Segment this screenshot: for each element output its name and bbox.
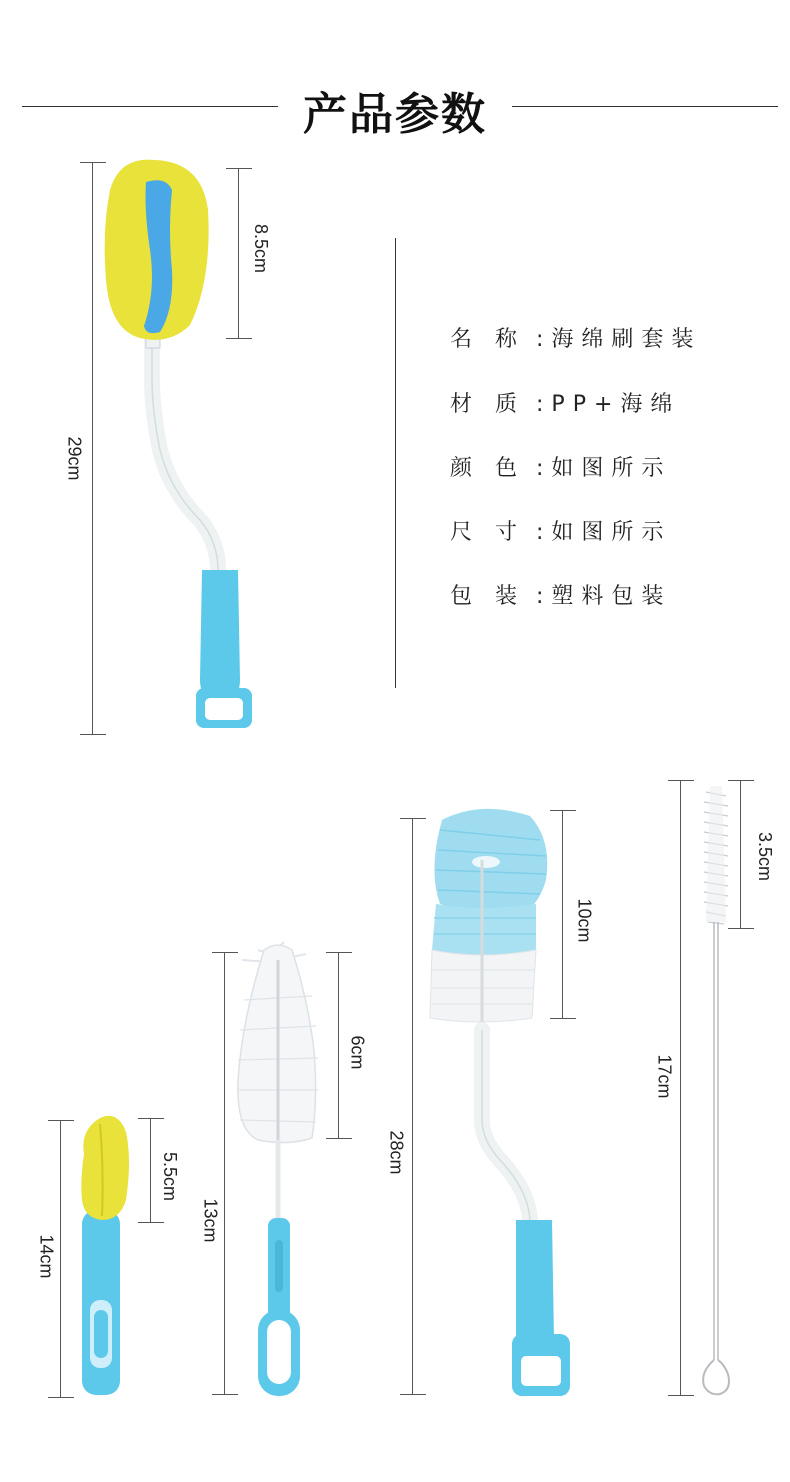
small-sponge-brush-illustration <box>70 1110 170 1410</box>
spec-separator: : <box>536 520 552 545</box>
spec-separator: : <box>536 392 552 417</box>
dim-label-bottle-head: 10cm <box>574 898 595 943</box>
straw-brush-illustration <box>696 782 746 1402</box>
spec-key: 包 装 <box>450 584 525 609</box>
spec-row-size <box>450 515 671 546</box>
spec-value: 如图所示 <box>551 456 672 481</box>
spec-separator: : <box>536 456 552 481</box>
dim-line-nipple-total <box>224 952 225 1394</box>
dim-line-bottle-total <box>412 818 413 1394</box>
dim-line-small-total <box>60 1120 61 1397</box>
spec-key: 材 质 <box>450 392 525 417</box>
dim-tick <box>138 1118 164 1119</box>
dim-tick <box>728 780 754 781</box>
dim-tick <box>80 162 106 163</box>
dim-label-small-head: 5.5cm <box>160 1151 181 1202</box>
dim-tick <box>212 1394 238 1395</box>
spec-divider <box>395 238 396 688</box>
dim-tick <box>80 734 106 735</box>
dim-label-straw-head: 3.5cm <box>755 831 776 882</box>
dim-tick <box>48 1397 74 1398</box>
dim-line-straw-total <box>680 780 681 1395</box>
spec-row-package <box>450 579 671 610</box>
dim-tick <box>226 168 252 169</box>
dim-tick <box>226 338 252 339</box>
dim-tick <box>326 952 352 953</box>
dim-tick <box>212 952 238 953</box>
dim-tick <box>400 1394 426 1395</box>
dim-label-nipple-total: 13cm <box>200 1198 221 1243</box>
dim-line-small-head <box>150 1118 151 1222</box>
dim-tick <box>550 810 576 811</box>
dim-label-sponge-head: 8.5cm <box>251 223 272 274</box>
spec-value: 海绵刷套装 <box>551 327 702 352</box>
spec-row-material <box>450 387 680 418</box>
dim-tick <box>400 818 426 819</box>
dim-tick <box>326 1138 352 1139</box>
spec-separator: : <box>536 584 552 609</box>
dim-label-straw-total: 17cm <box>654 1054 675 1099</box>
dim-line-nipple-head <box>338 952 339 1138</box>
dim-tick <box>138 1222 164 1223</box>
spec-value: 如图所示 <box>551 520 672 545</box>
spec-value: PP+海绵 <box>551 392 681 417</box>
dim-line-straw-head <box>740 780 741 928</box>
spec-key: 名 称 <box>450 327 525 352</box>
spec-separator: : <box>536 327 552 352</box>
dim-tick <box>48 1120 74 1121</box>
bottle-brush-illustration <box>420 800 580 1400</box>
dim-label-bottle-total: 28cm <box>386 1130 407 1175</box>
dim-line-sponge-head <box>238 168 239 338</box>
spec-row-name <box>450 322 701 353</box>
dim-line-sponge-total <box>92 162 93 734</box>
dim-label-small-total: 14cm <box>36 1234 57 1279</box>
dim-tick <box>550 1018 576 1019</box>
spec-row-color <box>450 451 671 482</box>
dim-label-sponge-total: 29cm <box>64 436 85 481</box>
page-title: 产品参数 <box>303 89 487 140</box>
nipple-brush-illustration <box>228 940 348 1400</box>
spec-key: 颜 色 <box>450 456 525 481</box>
spec-key: 尺 寸 <box>450 520 525 545</box>
dim-tick <box>728 928 754 929</box>
spec-value: 塑料包装 <box>551 584 672 609</box>
dim-label-nipple-head: 6cm <box>347 1035 368 1070</box>
dim-tick <box>668 1395 694 1396</box>
dim-line-bottle-head <box>562 810 563 1018</box>
dim-tick <box>668 780 694 781</box>
